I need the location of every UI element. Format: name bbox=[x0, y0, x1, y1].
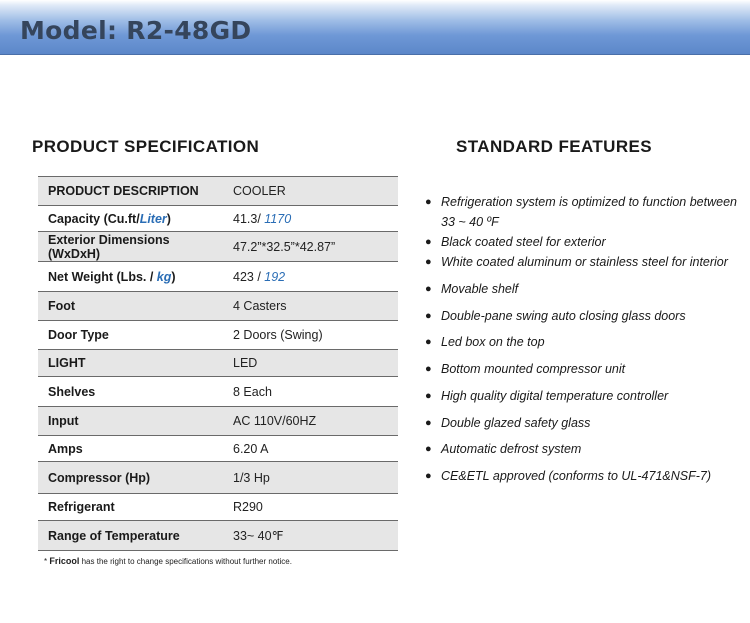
feature-text: Black coated steel for exterior bbox=[441, 235, 606, 249]
table-row bbox=[38, 462, 398, 494]
spec-table bbox=[38, 176, 398, 551]
feature-text: Bottom mounted compressor unit bbox=[441, 362, 626, 376]
spec-label: Shelves bbox=[38, 377, 223, 407]
bullet-icon: ● bbox=[425, 336, 432, 348]
footnote-text: has the right to change specifications without further notice. bbox=[81, 557, 292, 566]
list-item bbox=[425, 279, 746, 299]
spec-label: Foot bbox=[38, 292, 223, 321]
table-row bbox=[38, 262, 398, 292]
bullet-icon: ● bbox=[425, 310, 432, 322]
bullet-icon: ● bbox=[425, 470, 432, 482]
spec-label: Input bbox=[38, 407, 223, 436]
spec-value: COOLER bbox=[223, 177, 398, 206]
table-row bbox=[38, 206, 398, 232]
table-row bbox=[38, 521, 398, 551]
spec-label: Compressor (Hp) bbox=[38, 462, 223, 494]
spec-label: Capacity (Cu.ft/Liter) bbox=[38, 206, 223, 232]
spec-label: LIGHT bbox=[38, 350, 223, 377]
feature-text: Movable shelf bbox=[441, 282, 519, 296]
spec-label: PRODUCT DESCRIPTION bbox=[38, 177, 223, 206]
bullet-icon: ● bbox=[425, 443, 432, 455]
bullet-icon: ● bbox=[425, 363, 432, 375]
spec-section-title: PRODUCT SPECIFICATION bbox=[32, 137, 260, 156]
spec-label: Exterior Dimensions (WxDxH) bbox=[38, 232, 223, 262]
list-item bbox=[425, 232, 746, 252]
spec-value: 1/3 Hp bbox=[223, 462, 398, 494]
table-row bbox=[38, 494, 398, 521]
footnote bbox=[44, 556, 292, 566]
list-item bbox=[425, 439, 746, 459]
feature-text: Led box on the top bbox=[441, 335, 545, 349]
list-item bbox=[425, 252, 746, 272]
spec-label: Range of Temperature bbox=[38, 521, 223, 551]
bullet-icon: ● bbox=[425, 390, 432, 402]
bullet-icon: ● bbox=[425, 417, 432, 429]
spec-value: 41.3/ 1170 bbox=[223, 206, 398, 232]
spec-label: Door Type bbox=[38, 321, 223, 350]
feature-text: Automatic defrost system bbox=[441, 442, 582, 456]
list-item bbox=[425, 359, 746, 379]
spec-value: R290 bbox=[223, 494, 398, 521]
bullet-icon: ● bbox=[425, 256, 432, 268]
spec-value: 8 Each bbox=[223, 377, 398, 407]
list-item bbox=[425, 466, 746, 486]
feature-text: White coated aluminum or stainless steel for interior bbox=[441, 255, 728, 269]
bullet-icon: ● bbox=[425, 196, 432, 208]
feature-text: Refrigeration system is optimized to function between 33 ~ 40 ºF bbox=[441, 195, 737, 229]
table-row bbox=[38, 350, 398, 377]
table-row bbox=[38, 407, 398, 436]
spec-value: AC 110V/60HZ bbox=[223, 407, 398, 436]
feature-text: CE&ETL approved (conforms to UL-471&NSF-7) bbox=[441, 469, 712, 483]
list-item bbox=[425, 306, 746, 326]
footnote-star: * bbox=[44, 557, 48, 566]
spec-value: 33~ 40℉ bbox=[223, 521, 398, 551]
list-item bbox=[425, 413, 746, 433]
spec-label: Net Weight (Lbs. / kg) bbox=[38, 262, 223, 292]
model-title: Model: R2-48GD bbox=[20, 16, 252, 45]
list-item bbox=[425, 332, 746, 352]
list-item bbox=[425, 192, 746, 232]
spec-value: 2 Doors (Swing) bbox=[223, 321, 398, 350]
table-row bbox=[38, 436, 398, 462]
spec-value: 423 / 192 bbox=[223, 262, 398, 292]
spec-label: Amps bbox=[38, 436, 223, 462]
list-item bbox=[425, 386, 746, 406]
spec-value: 6.20 A bbox=[223, 436, 398, 462]
table-row bbox=[38, 321, 398, 350]
bullet-icon: ● bbox=[425, 283, 432, 295]
footnote-brand: Fricool bbox=[49, 556, 80, 566]
feature-text: High quality digital temperature controller bbox=[441, 389, 669, 403]
header-banner bbox=[0, 0, 750, 55]
spec-value: 4 Casters bbox=[223, 292, 398, 321]
bullet-icon: ● bbox=[425, 236, 432, 248]
table-row bbox=[38, 377, 398, 407]
table-row bbox=[38, 177, 398, 206]
table-row bbox=[38, 292, 398, 321]
spec-value: LED bbox=[223, 350, 398, 377]
feature-text: Double-pane swing auto closing glass doors bbox=[441, 309, 686, 323]
spec-value: 47.2”*32.5”*42.87” bbox=[223, 232, 398, 262]
features-section-title: STANDARD FEATURES bbox=[456, 137, 652, 156]
feature-text: Double glazed safety glass bbox=[441, 416, 591, 430]
spec-label: Refrigerant bbox=[38, 494, 223, 521]
table-row bbox=[38, 232, 398, 262]
